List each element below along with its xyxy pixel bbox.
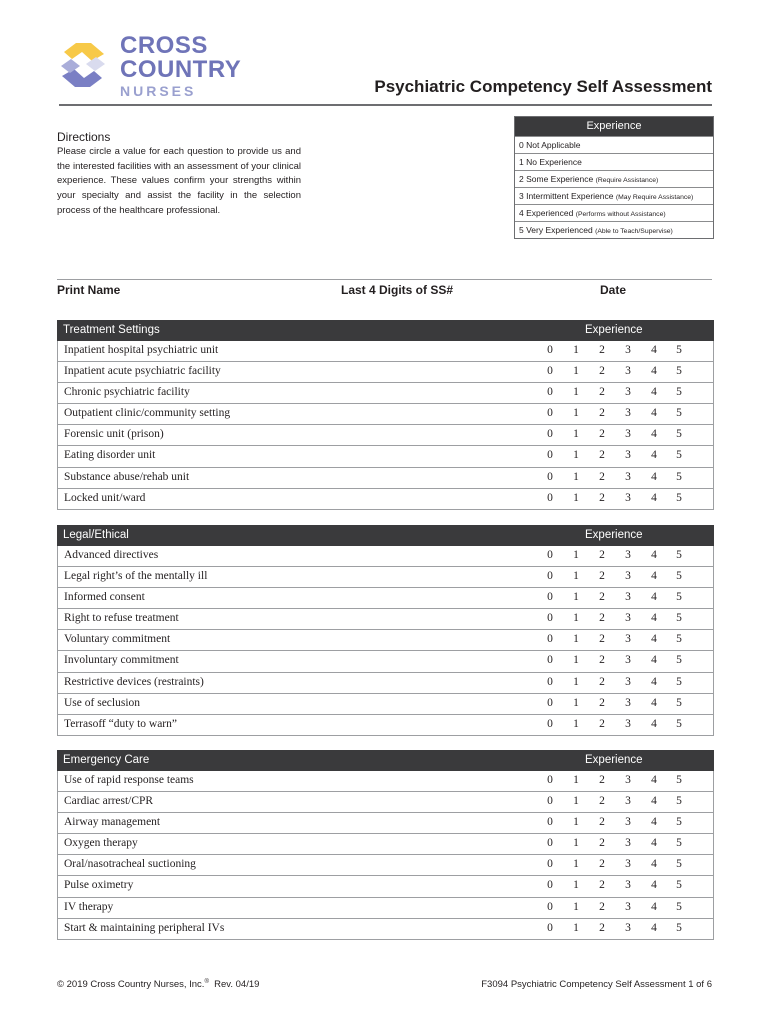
table-row	[58, 341, 713, 362]
rating-option-0[interactable]: 0	[547, 675, 553, 688]
rating-option-4[interactable]: 4	[651, 675, 657, 688]
question-label: Terrasoff “duty to warn”	[64, 717, 177, 730]
rating-option-3[interactable]: 3	[625, 570, 631, 583]
rating-option-5[interactable]: 5	[676, 858, 682, 871]
table-row	[58, 546, 713, 567]
ssn-label: Last 4 Digits of SS#	[341, 283, 454, 297]
rating-option-3[interactable]: 3	[625, 696, 631, 709]
section-treatment-settings	[57, 320, 714, 510]
rating-option-3[interactable]: 3	[625, 365, 631, 378]
question-label: IV therapy	[64, 900, 114, 913]
rating-option-1[interactable]: 1	[573, 591, 579, 604]
rating-option-0[interactable]: 0	[547, 365, 553, 378]
rating-option-1[interactable]: 1	[573, 549, 579, 561]
question-label: Use of seclusion	[64, 696, 141, 709]
rating-option-3[interactable]: 3	[625, 816, 631, 829]
rating-option-1[interactable]: 1	[573, 612, 579, 625]
rating-option-2[interactable]: 2	[599, 654, 605, 667]
rating-option-5[interactable]: 5	[676, 470, 682, 483]
section-header	[57, 320, 714, 341]
legend-item-label: 5 Very Experienced	[519, 225, 593, 235]
legend-item	[515, 221, 713, 238]
rating-option-3[interactable]: 3	[625, 549, 631, 561]
table-row	[58, 468, 713, 489]
rating-option-2[interactable]: 2	[599, 470, 605, 483]
rating-option-0[interactable]: 0	[547, 407, 553, 420]
rating-option-1[interactable]: 1	[573, 795, 579, 808]
rating-option-5[interactable]: 5	[676, 407, 682, 420]
logo-line-3: NURSES	[120, 83, 197, 99]
legend-item	[515, 204, 713, 221]
rating-option-0[interactable]: 0	[547, 633, 553, 646]
rating-option-3[interactable]: 3	[625, 837, 631, 850]
table-row	[58, 489, 713, 510]
question-label: Advanced directives	[64, 549, 159, 561]
rating-option-0[interactable]: 0	[547, 858, 553, 871]
rating-option-5[interactable]: 5	[676, 696, 682, 709]
rating-option-0[interactable]: 0	[547, 879, 553, 892]
rating-option-1[interactable]: 1	[573, 633, 579, 646]
rating-option-5[interactable]: 5	[676, 591, 682, 604]
rating-option-3[interactable]: 3	[625, 774, 631, 786]
rating-option-4[interactable]: 4	[651, 428, 657, 441]
registered-mark: ®	[204, 979, 209, 985]
table-row	[58, 792, 713, 813]
rating-option-3[interactable]: 3	[625, 612, 631, 625]
rating-option-0[interactable]: 0	[547, 428, 553, 441]
rating-option-5[interactable]: 5	[676, 549, 682, 561]
rating-option-4[interactable]: 4	[651, 470, 657, 483]
section-emergency-care	[57, 750, 714, 940]
question-label: Oral/nasotracheal suctioning	[64, 858, 196, 871]
legend-item	[515, 170, 713, 187]
question-label: Use of rapid response teams	[64, 774, 194, 786]
rating-option-2[interactable]: 2	[599, 900, 605, 913]
section-rows	[57, 546, 714, 736]
rating-option-2[interactable]: 2	[599, 449, 605, 462]
rating-option-0[interactable]: 0	[547, 470, 553, 483]
rating-option-4[interactable]: 4	[651, 717, 657, 730]
table-row	[58, 630, 713, 651]
rating-option-5[interactable]: 5	[676, 633, 682, 646]
question-label: Right to refuse treatment	[64, 612, 179, 625]
rating-option-0[interactable]: 0	[547, 921, 553, 934]
rating-option-2[interactable]: 2	[599, 386, 605, 399]
question-label: Inpatient hospital psychiatric unit	[64, 344, 219, 356]
rating-option-1[interactable]: 1	[573, 774, 579, 786]
rating-option-5[interactable]: 5	[676, 675, 682, 688]
question-label: Forensic unit (prison)	[64, 428, 164, 441]
table-row	[58, 567, 713, 588]
table-row	[58, 855, 713, 876]
rating-option-3[interactable]: 3	[625, 795, 631, 808]
table-row	[58, 715, 713, 736]
rating-option-0[interactable]: 0	[547, 549, 553, 561]
legend-item-label: 1 No Experience	[519, 157, 582, 167]
rating-option-0[interactable]: 0	[547, 774, 553, 786]
logo-line-1: CROSS	[120, 32, 208, 59]
rating-option-5[interactable]: 5	[676, 774, 682, 786]
rating-option-5[interactable]: 5	[676, 837, 682, 850]
section-experience-label: Experience	[585, 529, 643, 541]
table-row	[58, 404, 713, 425]
rating-option-1[interactable]: 1	[573, 386, 579, 399]
rating-option-4[interactable]: 4	[651, 837, 657, 850]
rating-option-4[interactable]: 4	[651, 879, 657, 892]
question-label: Eating disorder unit	[64, 449, 156, 462]
rating-option-2[interactable]: 2	[599, 344, 605, 356]
rating-option-1[interactable]: 1	[573, 365, 579, 378]
rating-option-2[interactable]: 2	[599, 717, 605, 730]
rating-option-3[interactable]: 3	[625, 879, 631, 892]
logo-icon	[58, 40, 108, 90]
rating-option-4[interactable]: 4	[651, 612, 657, 625]
question-label: Cardiac arrest/CPR	[64, 795, 154, 808]
table-row	[58, 876, 713, 897]
directions-heading: Directions	[57, 130, 111, 144]
rating-option-5[interactable]: 5	[676, 921, 682, 934]
rating-option-0[interactable]: 0	[547, 491, 553, 504]
legend-item-label: 2 Some Experience	[519, 174, 594, 184]
rating-option-1[interactable]: 1	[573, 879, 579, 892]
rating-option-2[interactable]: 2	[599, 549, 605, 561]
print-name-label: Print Name	[57, 283, 121, 297]
rating-option-2[interactable]: 2	[599, 879, 605, 892]
rating-option-0[interactable]: 0	[547, 344, 553, 356]
rating-option-1[interactable]: 1	[573, 858, 579, 871]
rating-option-4[interactable]: 4	[651, 654, 657, 667]
rating-option-4[interactable]: 4	[651, 386, 657, 399]
rating-option-1[interactable]: 1	[573, 654, 579, 667]
rating-option-3[interactable]: 3	[625, 591, 631, 604]
rating-option-0[interactable]: 0	[547, 612, 553, 625]
rating-option-4[interactable]: 4	[651, 549, 657, 561]
date-label: Date	[600, 283, 627, 297]
rating-option-4[interactable]: 4	[651, 921, 657, 934]
revision-text: Rev. 04/19	[214, 979, 260, 991]
section-title: Legal/Ethical	[63, 529, 129, 541]
question-label: Outpatient clinic/community setting	[64, 407, 231, 420]
section-rows	[57, 771, 714, 940]
experience-legend	[514, 116, 714, 239]
table-row	[58, 771, 713, 792]
rating-option-3[interactable]: 3	[625, 858, 631, 871]
table-row	[58, 898, 713, 919]
rating-option-2[interactable]: 2	[599, 407, 605, 420]
rating-option-0[interactable]: 0	[547, 837, 553, 850]
legend-item	[515, 187, 713, 204]
rating-option-5[interactable]: 5	[676, 344, 682, 356]
question-label: Substance abuse/rehab unit	[64, 470, 190, 483]
rating-option-0[interactable]: 0	[547, 449, 553, 462]
rating-option-4[interactable]: 4	[651, 407, 657, 420]
rating-option-3[interactable]: 3	[625, 491, 631, 504]
rating-option-0[interactable]: 0	[547, 795, 553, 808]
rating-option-1[interactable]: 1	[573, 344, 579, 356]
rating-option-3[interactable]: 3	[625, 717, 631, 730]
question-label: Restrictive devices (restraints)	[64, 675, 204, 688]
rating-option-2[interactable]: 2	[599, 816, 605, 829]
rating-option-2[interactable]: 2	[599, 633, 605, 646]
question-label: Informed consent	[64, 591, 145, 604]
rating-option-1[interactable]: 1	[573, 428, 579, 441]
rating-option-3[interactable]: 3	[625, 449, 631, 462]
rating-option-4[interactable]: 4	[651, 365, 657, 378]
rating-option-2[interactable]: 2	[599, 428, 605, 441]
table-row	[58, 362, 713, 383]
rating-option-4[interactable]: 4	[651, 591, 657, 604]
rating-option-4[interactable]: 4	[651, 774, 657, 786]
table-row	[58, 694, 713, 715]
rating-option-0[interactable]: 0	[547, 654, 553, 667]
rating-option-5[interactable]: 5	[676, 717, 682, 730]
table-row	[58, 446, 713, 467]
rating-option-4[interactable]: 4	[651, 570, 657, 583]
question-label: Airway management	[64, 816, 161, 829]
legend-item-note: (Require Assistance)	[595, 177, 659, 184]
rating-option-1[interactable]: 1	[573, 675, 579, 688]
section-title: Treatment Settings	[63, 324, 160, 336]
legend-item-note: (Performs without Assistance)	[575, 211, 666, 218]
table-row	[58, 919, 713, 940]
rating-option-2[interactable]: 2	[599, 837, 605, 850]
rating-option-2[interactable]: 2	[599, 696, 605, 709]
section-rows	[57, 341, 714, 510]
legend-heading: Experience	[515, 117, 713, 136]
question-label: Oxygen therapy	[64, 837, 138, 850]
rating-option-0[interactable]: 0	[547, 717, 553, 730]
rating-option-5[interactable]: 5	[676, 900, 682, 913]
footer-form-id: F3094 Psychiatric Competency Self Assessment 1 of 6	[481, 979, 712, 990]
table-row	[58, 834, 713, 855]
rating-option-5[interactable]: 5	[676, 654, 682, 667]
table-row	[58, 813, 713, 834]
rating-option-0[interactable]: 0	[547, 696, 553, 709]
copyright-text: © 2019 Cross Country Nurses, Inc.	[57, 979, 205, 991]
footer-copyright	[57, 979, 259, 990]
rating-option-1[interactable]: 1	[573, 449, 579, 462]
rating-option-3[interactable]: 3	[625, 344, 631, 356]
rating-option-0[interactable]: 0	[547, 386, 553, 399]
section-header	[57, 750, 714, 771]
rating-option-5[interactable]: 5	[676, 491, 682, 504]
rating-option-3[interactable]: 3	[625, 633, 631, 646]
legend-item-note: (Able to Teach/Supervise)	[595, 228, 673, 235]
section-legal-ethical	[57, 525, 714, 736]
rating-option-2[interactable]: 2	[599, 921, 605, 934]
legend-item	[515, 136, 713, 153]
rating-option-3[interactable]: 3	[625, 386, 631, 399]
rating-option-5[interactable]: 5	[676, 795, 682, 808]
rating-option-2[interactable]: 2	[599, 675, 605, 688]
rating-option-1[interactable]: 1	[573, 491, 579, 504]
table-row	[58, 588, 713, 609]
rating-option-4[interactable]: 4	[651, 696, 657, 709]
rating-option-4[interactable]: 4	[651, 633, 657, 646]
table-row	[58, 609, 713, 630]
rating-option-2[interactable]: 2	[599, 591, 605, 604]
rating-option-3[interactable]: 3	[625, 675, 631, 688]
rating-option-1[interactable]: 1	[573, 921, 579, 934]
rating-option-1[interactable]: 1	[573, 816, 579, 829]
rating-option-2[interactable]: 2	[599, 795, 605, 808]
rating-option-4[interactable]: 4	[651, 795, 657, 808]
logo-line-2: COUNTRY	[120, 56, 242, 83]
rating-option-5[interactable]: 5	[676, 816, 682, 829]
rating-option-4[interactable]: 4	[651, 491, 657, 504]
rating-option-0[interactable]: 0	[547, 570, 553, 583]
question-label: Involuntary commitment	[64, 654, 179, 667]
rating-option-1[interactable]: 1	[573, 837, 579, 850]
title-divider	[59, 104, 712, 106]
rating-option-5[interactable]: 5	[676, 428, 682, 441]
question-label: Inpatient acute psychiatric facility	[64, 365, 221, 378]
table-row	[58, 383, 713, 404]
question-label: Start & maintaining peripheral IVs	[64, 921, 225, 934]
rating-option-2[interactable]: 2	[599, 858, 605, 871]
question-label: Legal right’s of the mentally ill	[64, 570, 208, 583]
rating-option-3[interactable]: 3	[625, 428, 631, 441]
rating-option-3[interactable]: 3	[625, 407, 631, 420]
fields-divider	[57, 279, 712, 280]
question-label: Locked unit/ward	[64, 491, 146, 504]
table-row	[58, 673, 713, 694]
rating-option-3[interactable]: 3	[625, 654, 631, 667]
rating-option-2[interactable]: 2	[599, 570, 605, 583]
rating-option-4[interactable]: 4	[651, 449, 657, 462]
logo-wordmark	[120, 34, 241, 98]
rating-option-0[interactable]: 0	[547, 900, 553, 913]
rating-option-3[interactable]: 3	[625, 900, 631, 913]
rating-option-0[interactable]: 0	[547, 591, 553, 604]
legend-item-label: 0 Not Applicable	[519, 140, 581, 150]
rating-option-5[interactable]: 5	[676, 570, 682, 583]
rating-option-4[interactable]: 4	[651, 344, 657, 356]
section-title: Emergency Care	[63, 754, 150, 766]
rating-option-1[interactable]: 1	[573, 570, 579, 583]
rating-option-5[interactable]: 5	[676, 612, 682, 625]
document-title: Psychiatric Competency Self Assessment	[374, 77, 712, 96]
legend-item	[515, 153, 713, 170]
rating-option-1[interactable]: 1	[573, 900, 579, 913]
rating-option-4[interactable]: 4	[651, 858, 657, 871]
section-experience-label: Experience	[585, 324, 643, 336]
question-label: Voluntary commitment	[64, 633, 171, 646]
rating-option-1[interactable]: 1	[573, 407, 579, 420]
rating-option-0[interactable]: 0	[547, 816, 553, 829]
rating-option-1[interactable]: 1	[573, 696, 579, 709]
rating-option-5[interactable]: 5	[676, 386, 682, 399]
legend-item-label: 3 Intermittent Experience	[519, 191, 614, 201]
rating-option-2[interactable]: 2	[599, 365, 605, 378]
rating-option-2[interactable]: 2	[599, 612, 605, 625]
rating-option-3[interactable]: 3	[625, 921, 631, 934]
rating-option-2[interactable]: 2	[599, 774, 605, 786]
directions-text: Please circle a value for each question to provide us and the interested facilities with an assessment of your clinical experience. These values confirm your strengths within your specialty and assist the facility in the selection process of the healthcare professional.	[57, 146, 301, 216]
question-label: Pulse oximetry	[64, 879, 134, 892]
rating-option-2[interactable]: 2	[599, 491, 605, 504]
legend-item-label: 4 Experienced	[519, 208, 574, 218]
rating-option-5[interactable]: 5	[676, 879, 682, 892]
question-label: Chronic psychiatric facility	[64, 386, 190, 399]
rating-option-5[interactable]: 5	[676, 449, 682, 462]
section-experience-label: Experience	[585, 754, 643, 766]
rating-option-1[interactable]: 1	[573, 470, 579, 483]
legend-item-note: (May Require Assistance)	[615, 194, 694, 201]
table-row	[58, 425, 713, 446]
rating-option-4[interactable]: 4	[651, 816, 657, 829]
rating-option-3[interactable]: 3	[625, 470, 631, 483]
table-row	[58, 651, 713, 672]
rating-option-1[interactable]: 1	[573, 717, 579, 730]
rating-option-4[interactable]: 4	[651, 900, 657, 913]
rating-option-5[interactable]: 5	[676, 365, 682, 378]
section-header	[57, 525, 714, 546]
